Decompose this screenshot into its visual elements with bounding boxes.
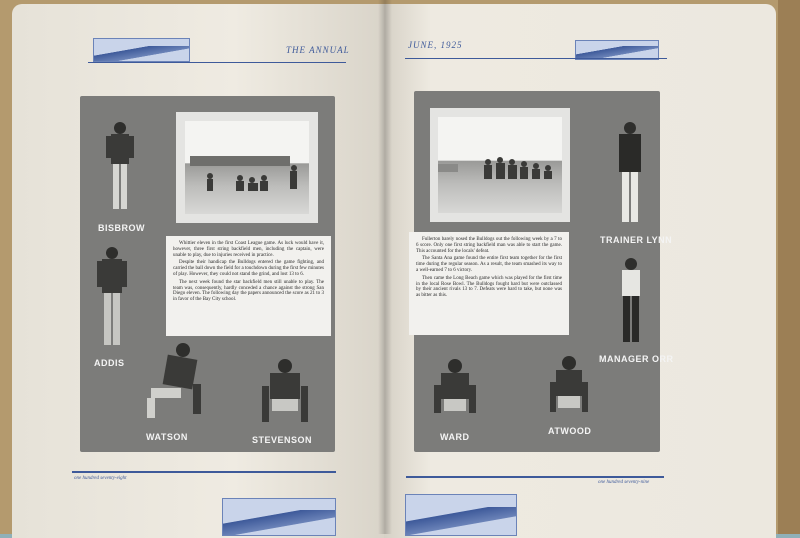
player-photo-manager-orr <box>616 256 646 348</box>
left-paragraph-3: The next week found the star backfield men still unable to play. The team was, consequently, hardly conceded a chance against the strong San Diego eleven. The following day the papers announced the score as 21 to 3 in favor of the Bay City school. <box>173 279 324 303</box>
player-photo-watson <box>143 340 213 425</box>
left-running-head: THE ANNUAL <box>286 45 350 55</box>
left-header-illustration <box>93 38 190 62</box>
left-footer-rule <box>72 471 336 473</box>
left-header-rule <box>88 62 346 63</box>
player-name-ward: WARD <box>440 432 470 442</box>
player-name-atwood: ATWOOD <box>548 426 592 436</box>
right-header-rule <box>405 58 667 59</box>
staff-name-manager-orr: MANAGER ORR <box>599 354 674 364</box>
cover-edge <box>778 0 800 534</box>
player-photo-trainer-lynn <box>612 118 648 228</box>
book-gutter <box>378 0 392 534</box>
left-paragraph-2: Despite their handicap the Bulldogs entered the game fighting, and carried the ball down the field for a touchdown during the first few minutes of play. However, they could not stand the grind, and lost 13 to 6. <box>173 260 324 277</box>
player-photo-stevenson <box>254 356 316 428</box>
right-paragraph-2: The Santa Ana game found the entire first team together for the first time during the regular season. As a result, the team smashed its way to a well-earned 7 to 6 victory. <box>416 256 562 273</box>
left-article-text <box>166 236 331 336</box>
left-paragraph-1: Whittier eleven in the first Coast League game. As luck would have it, however, three first string backfield men, including the captain, were unable to play, due to injuries received in practice. <box>173 241 324 258</box>
right-paragraph-1: Fullerton barely nosed the Bulldogs out the following week by a 7 to 6 score. Only one first string backfield man was able to start the game. This accounted for the locals' defeat. <box>416 237 562 254</box>
player-name-bisbrow: BISBROW <box>98 223 145 233</box>
player-photo-atwood <box>546 354 592 420</box>
player-name-addis: ADDIS <box>94 358 125 368</box>
staff-name-trainer-lynn: TRAINER LYNN <box>600 235 673 245</box>
right-paragraph-3: Then came the Long Beach game which was played for the first time in the local Rose Bowl. The Bulldogs fought hard but were outclassed by their ancient rivals 13 to 7. Defeats were hard to take, but none was as bitter as this. <box>416 275 562 299</box>
right-article-text <box>409 232 569 335</box>
right-header-illustration <box>575 40 659 60</box>
left-action-photo <box>176 112 318 223</box>
right-action-photo <box>430 108 570 222</box>
right-running-head: JUNE, 1925 <box>408 40 463 50</box>
right-footer-rule <box>406 476 664 478</box>
player-name-stevenson: STEVENSON <box>252 435 313 445</box>
player-name-watson: WATSON <box>146 432 188 442</box>
left-footer-illustration <box>222 498 336 536</box>
right-footer-illustration <box>405 494 517 536</box>
player-photo-addis <box>94 243 130 353</box>
left-page-number: one hundred seventy-eight <box>74 476 127 481</box>
player-photo-bisbrow <box>100 118 140 218</box>
player-photo-ward <box>430 357 480 421</box>
right-page-number: one hundred seventy-nine <box>598 480 650 485</box>
